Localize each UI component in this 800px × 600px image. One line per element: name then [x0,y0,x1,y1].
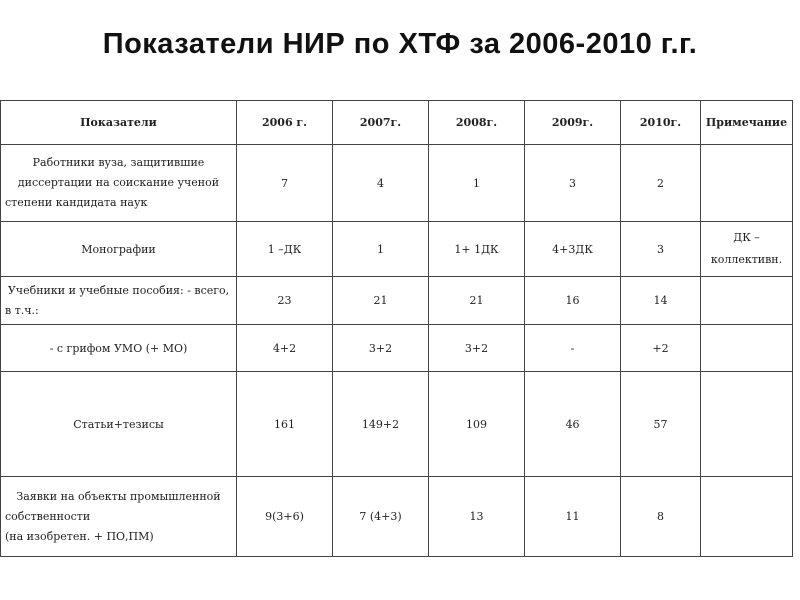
indicators-table [0,100,793,557]
header-2008: 2008г. [429,101,525,145]
row-label: Учебники и учебные пособия: - всего, в т.ч.: [1,277,237,325]
table-row [1,477,793,557]
cell-2009: 46 [525,372,621,477]
cell-2007: 4 [333,145,429,222]
table-row [1,325,793,372]
row-label-line: Заявки на объекты промышленной собственности [5,489,221,523]
cell-2009: 11 [525,477,621,557]
cell-2010: 14 [621,277,701,325]
header-2009: 2009г. [525,101,621,145]
table-row [1,277,793,325]
row-label: - с грифом УМО (+ МО) [1,325,237,372]
cell-note [701,372,793,477]
header-2010: 2010г. [621,101,701,145]
header-2007: 2007г. [333,101,429,145]
cell-note [701,325,793,372]
cell-note [701,277,793,325]
row-label: Статьи+тезисы [1,372,237,477]
cell-2010: +2 [621,325,701,372]
cell-2006: 1 –ДК [237,222,333,277]
cell-2008: 109 [429,372,525,477]
header-row [1,101,793,145]
row-label-line: (на изобретен. + ПО,ПМ) [5,529,154,543]
cell-2009: 16 [525,277,621,325]
cell-2006: 4+2 [237,325,333,372]
cell-note [701,145,793,222]
cell-2007: 7 (4+3) [333,477,429,557]
cell-2006: 161 [237,372,333,477]
cell-2008: 1 [429,145,525,222]
cell-2007: 1 [333,222,429,277]
cell-2006: 23 [237,277,333,325]
page-title: Показатели НИР по ХТФ за 2006-2010 г.г. [102,28,698,60]
cell-2008: 21 [429,277,525,325]
cell-2007: 21 [333,277,429,325]
cell-2006: 9(3+6) [237,477,333,557]
row-label: Работники вуза, защитившие диссертации на соискание ученой степени кандидата наук [1,145,237,222]
cell-2008: 1+ 1ДК [429,222,525,277]
cell-2010: 57 [621,372,701,477]
cell-2009: 3 [525,145,621,222]
cell-2008: 13 [429,477,525,557]
header-2006: 2006 г. [237,101,333,145]
row-label [1,477,237,557]
cell-2007: 3+2 [333,325,429,372]
table-row [1,222,793,277]
table-row [1,372,793,477]
cell-note: ДК – коллективн. [701,222,793,277]
cell-2009: 4+3ДК [525,222,621,277]
cell-2010: 3 [621,222,701,277]
cell-2006: 7 [237,145,333,222]
cell-2007: 149+2 [333,372,429,477]
header-indicators: Показатели [1,101,237,145]
row-label: Монографии [1,222,237,277]
cell-2010: 8 [621,477,701,557]
cell-note [701,477,793,557]
cell-2009: - [525,325,621,372]
table-row [1,145,793,222]
cell-2010: 2 [621,145,701,222]
cell-2008: 3+2 [429,325,525,372]
header-note: Примечание [701,101,793,145]
